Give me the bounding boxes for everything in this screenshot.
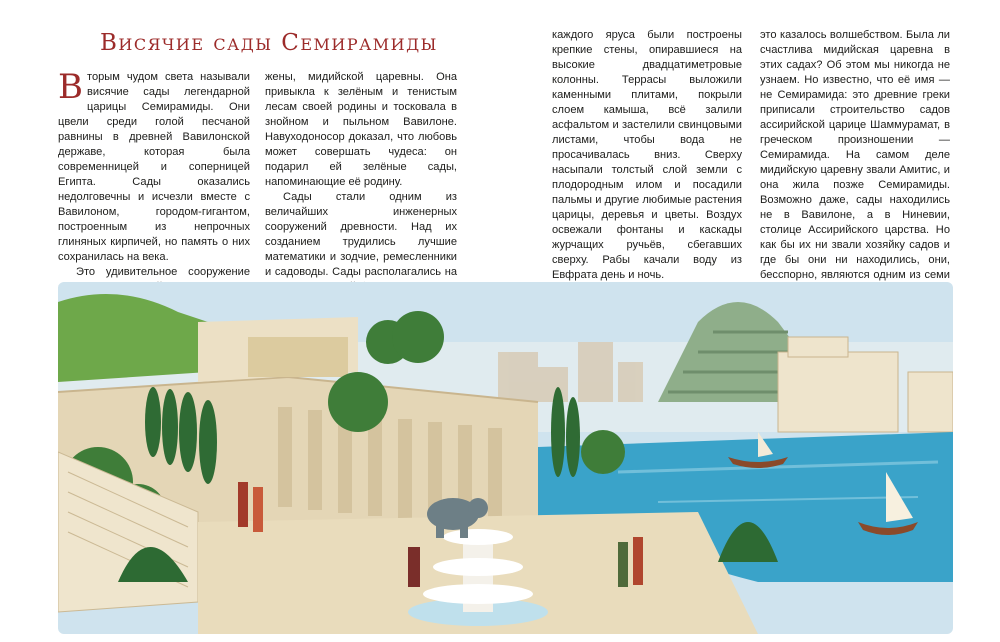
text-column-2 bbox=[265, 70, 457, 295]
paragraph: это казалось волшебством. Была ли счастлива мидийская царевна в этих садах? Об этом мы никогда не узнаем. Но известно, что её имя — не Семирамида: это древние греки приписали строительство садов ассирийской царице Шаммурамат, в греческом произношении — Семирамида. На самом деле мидийскую царевну звали Амитис, и она жила позже Семирамиды. Возможно даже, сады находились не в Вавилоне, а в Ниневии, столице Ассирийского царства. Но как бы их ни звали хозяйку садов и где бы они ни находились, они, бесспорно, являются одним из семи bbox=[760, 29, 950, 281]
illustration-svg bbox=[58, 282, 953, 634]
page-title: Висячие сады Семирамиды bbox=[100, 30, 438, 56]
paragraph bbox=[58, 67, 250, 265]
upper-columns bbox=[248, 337, 348, 377]
paragraph: жены, мидийской царевны. Она привыкла к зелёным и тенистым лесам своей родины и тосковала в знойном и пыльном Вавилоне. Навуходоносор доказал, что любовь может совершать чудеса: он подарил ей зелёные сады, напоминающие её родину. bbox=[265, 71, 457, 188]
paragraph: каждого яруса были построены крепкие стены, опиравшиеся на высокие двадцатиметровые колонны. Террасы выложили каменными плитами, покрыли слоем камыша, всё залили асфальтом и застелили свинцовыми листами, чтобы вода не просачивалась вниз. Сверху насыпали толстый слой земли с плодородным илом и посадили пальмы и другие любимые растения царицы, деревья и цветы. Воздух освежали фонтаны и каскады журчащих ручьёв, сбегавших сверху. Рабы качали воду из Евфрата день и ночь. bbox=[552, 29, 742, 281]
text-column-4 bbox=[760, 28, 950, 298]
hanging-gardens-illustration bbox=[58, 282, 953, 634]
paragraph-text: торым чудом света называли висячие сады легендарной царицы Семирамиды. Они цвели среди голой песчаной равнины в древней Вавилонской державе, которая была современницей и соперницей Египта. Сады оказались недолговечны и исчезли вместе с Вавилоном, городом-гигантом, построенным из непрочных глиняных кирпичей, но память о них сохранилась на века. bbox=[58, 71, 250, 263]
drop-cap: В bbox=[58, 67, 83, 107]
paragraph: Сады стали одним из величайших инженерных сооружений древности. Над их созданием трудились лучшие математики и зодчие, ремесленники и садоводы. Сады располагались на bbox=[265, 191, 457, 278]
paragraph: Это удивительное сооружение bbox=[76, 266, 250, 278]
